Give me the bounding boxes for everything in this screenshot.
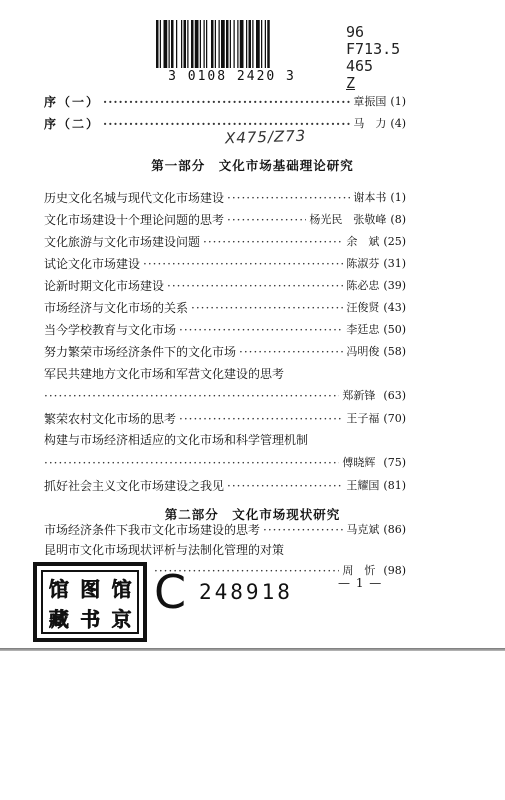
accession-number: 248918 xyxy=(199,580,293,604)
barcode-bar xyxy=(191,20,194,68)
barcode-bar xyxy=(206,20,207,68)
toc-row[interactable] xyxy=(44,410,406,428)
barcode xyxy=(156,20,308,68)
page-fold-line xyxy=(0,648,505,651)
leader-dots xyxy=(103,93,350,111)
barcode-bar xyxy=(204,20,205,68)
toc-author: 郑新锋 xyxy=(342,389,376,402)
toc-page: (98) xyxy=(383,564,406,577)
toc-page: (43) xyxy=(383,301,406,314)
toc-author: 余 斌 xyxy=(346,235,380,248)
toc-page: (1) xyxy=(390,95,406,108)
leader-dots xyxy=(44,387,339,405)
toc-page: (81) xyxy=(383,479,406,492)
toc-page: (50) xyxy=(383,323,406,336)
leader-dots xyxy=(179,410,343,428)
toc-page: (70) xyxy=(383,412,406,425)
toc-author: 陈必忠 xyxy=(346,279,380,292)
toc-title: 抓好社会主义文化市场建设之我见 xyxy=(44,479,225,493)
barcode-bar xyxy=(160,20,161,68)
barcode-bar xyxy=(256,20,260,68)
barcode-bar xyxy=(240,20,244,68)
toc-title: 市场经济与文化市场的关系 xyxy=(44,301,189,315)
toc-title: 序（一） xyxy=(44,95,101,109)
toc-author: 周 忻 xyxy=(342,564,376,577)
toc-row[interactable] xyxy=(44,189,406,207)
barcode-bar xyxy=(169,20,170,68)
toc-row[interactable] xyxy=(44,321,406,339)
toc-title: 试论文化市场建设 xyxy=(44,257,141,271)
toc-row[interactable] xyxy=(44,343,406,361)
barcode-bar xyxy=(261,20,262,68)
barcode-bar xyxy=(265,20,266,68)
stamp-char: 书 xyxy=(79,606,100,631)
leader-dots xyxy=(191,299,343,317)
toc-row[interactable] xyxy=(44,521,406,539)
barcode-bar xyxy=(176,20,177,68)
toc-row-preface-1[interactable] xyxy=(44,93,406,111)
barcode-bar xyxy=(237,20,238,68)
toc-page: (58) xyxy=(383,345,406,358)
toc-page: (4) xyxy=(390,117,406,130)
stamp-char: 京 xyxy=(111,606,132,631)
toc-page: (1) xyxy=(390,191,406,204)
toc-author: 谢本书 xyxy=(353,191,387,204)
barcode-bar xyxy=(221,20,225,68)
barcode-bar xyxy=(230,20,231,68)
stamp-char: 图 xyxy=(79,576,100,601)
call-number-line: 96 xyxy=(346,23,365,41)
leader-dots xyxy=(227,477,343,495)
leader-dots xyxy=(263,521,343,539)
barcode-bar xyxy=(219,20,220,68)
toc-page: (63) xyxy=(383,389,406,402)
call-number-line: 465 xyxy=(346,57,374,75)
barcode-bar xyxy=(184,20,187,68)
leader-dots xyxy=(44,454,339,472)
library-stamp xyxy=(33,562,147,642)
call-number-line: F713.5 xyxy=(346,40,401,58)
accession-letter: C xyxy=(154,565,187,619)
toc-title: 文化市场建设十个理论问题的思考 xyxy=(44,213,225,227)
barcode-number: 3 0108 2420 3 xyxy=(168,69,296,84)
call-number-line: Z xyxy=(346,74,356,92)
toc-page: (25) xyxy=(383,235,406,248)
toc-author: 马 力 xyxy=(353,117,387,130)
toc-row[interactable] xyxy=(44,477,406,495)
toc-title: 市场经济条件下我市文化市场建设的思考 xyxy=(44,523,261,537)
barcode-bar xyxy=(215,20,216,68)
barcode-bar xyxy=(171,20,174,68)
toc-title: 历史文化名城与现代文化市场建设 xyxy=(44,191,225,205)
section-heading-part2: 第二部分 文化市场现状研究 xyxy=(164,507,341,522)
leader-dots xyxy=(239,343,343,361)
barcode-bar xyxy=(246,20,247,68)
barcode-bar xyxy=(234,20,235,68)
toc-title: 文化旅游与文化市场建设问题 xyxy=(44,235,201,249)
toc-title: 努力繁荣市场经济条件下的文化市场 xyxy=(44,345,237,359)
leader-dots xyxy=(203,233,343,251)
toc-title[interactable]: 昆明市文化市场现状评析与法制化管理的对策 xyxy=(44,543,285,557)
toc-author: 章振国 xyxy=(353,95,387,108)
toc-page: (31) xyxy=(383,257,406,270)
toc-row[interactable] xyxy=(44,277,406,295)
toc-title[interactable]: 军民共建地方文化市场和军营文化建设的思考 xyxy=(44,367,285,381)
section-heading-part1: 第一部分 文化市场基础理论研究 xyxy=(151,158,354,173)
stamp-inner-frame xyxy=(41,570,139,634)
barcode-bar xyxy=(181,20,182,68)
leader-dots xyxy=(227,189,350,207)
toc-author: 汪俊贤 xyxy=(346,301,380,314)
toc-author: 李廷忠 xyxy=(346,323,380,336)
toc-row[interactable] xyxy=(44,211,406,229)
call-number xyxy=(346,24,400,92)
toc-row[interactable] xyxy=(44,255,406,273)
page-number: — 1 — xyxy=(338,576,383,590)
toc-title[interactable]: 构建与市场经济相适应的文化市场和科学管理机制 xyxy=(44,433,309,447)
barcode-bar xyxy=(187,20,188,68)
toc-author: 冯明俊 xyxy=(346,345,380,358)
toc-title: 当今学校教育与文化市场 xyxy=(44,323,177,337)
barcode-bar xyxy=(267,20,270,68)
toc-page: (75) xyxy=(383,456,406,469)
leader-dots xyxy=(143,255,343,273)
toc-author: 陈淑芬 xyxy=(346,257,380,270)
toc-row-continuation[interactable] xyxy=(44,454,406,472)
toc-row[interactable] xyxy=(44,299,406,317)
leader-dots xyxy=(167,277,343,295)
toc-row[interactable] xyxy=(44,233,406,251)
toc-title: 序（二） xyxy=(44,117,101,131)
handwritten-note: X475/Z73 xyxy=(224,126,307,148)
barcode-bar xyxy=(226,20,229,68)
toc-page: (8) xyxy=(390,213,406,226)
stamp-char: 藏 xyxy=(48,606,69,631)
toc-author: 杨光民 张敬峰 xyxy=(309,213,387,226)
toc-title: 繁荣农村文化市场的思考 xyxy=(44,412,177,426)
barcode-bar xyxy=(249,20,252,68)
stamp-char: 馆 xyxy=(48,576,69,601)
leader-dots xyxy=(179,321,343,339)
stamp-char: 馆 xyxy=(111,576,132,601)
barcode-bar xyxy=(200,20,201,68)
barcode-bar xyxy=(156,20,159,68)
toc-title: 论新时期文化市场建设 xyxy=(44,279,165,293)
barcode-bar xyxy=(195,20,199,68)
toc-author: 王耀国 xyxy=(346,479,380,492)
toc-author: 马克斌 xyxy=(346,523,380,536)
toc-author: 王子福 xyxy=(346,412,380,425)
toc-page: (86) xyxy=(383,523,406,536)
barcode-bar xyxy=(211,20,214,68)
leader-dots xyxy=(227,211,306,229)
barcode-bar xyxy=(164,20,168,68)
toc-author: 傅晓辉 xyxy=(342,456,376,469)
barcode-bar xyxy=(252,20,253,68)
toc-page: (39) xyxy=(383,279,406,292)
toc-row-continuation[interactable] xyxy=(44,387,406,405)
